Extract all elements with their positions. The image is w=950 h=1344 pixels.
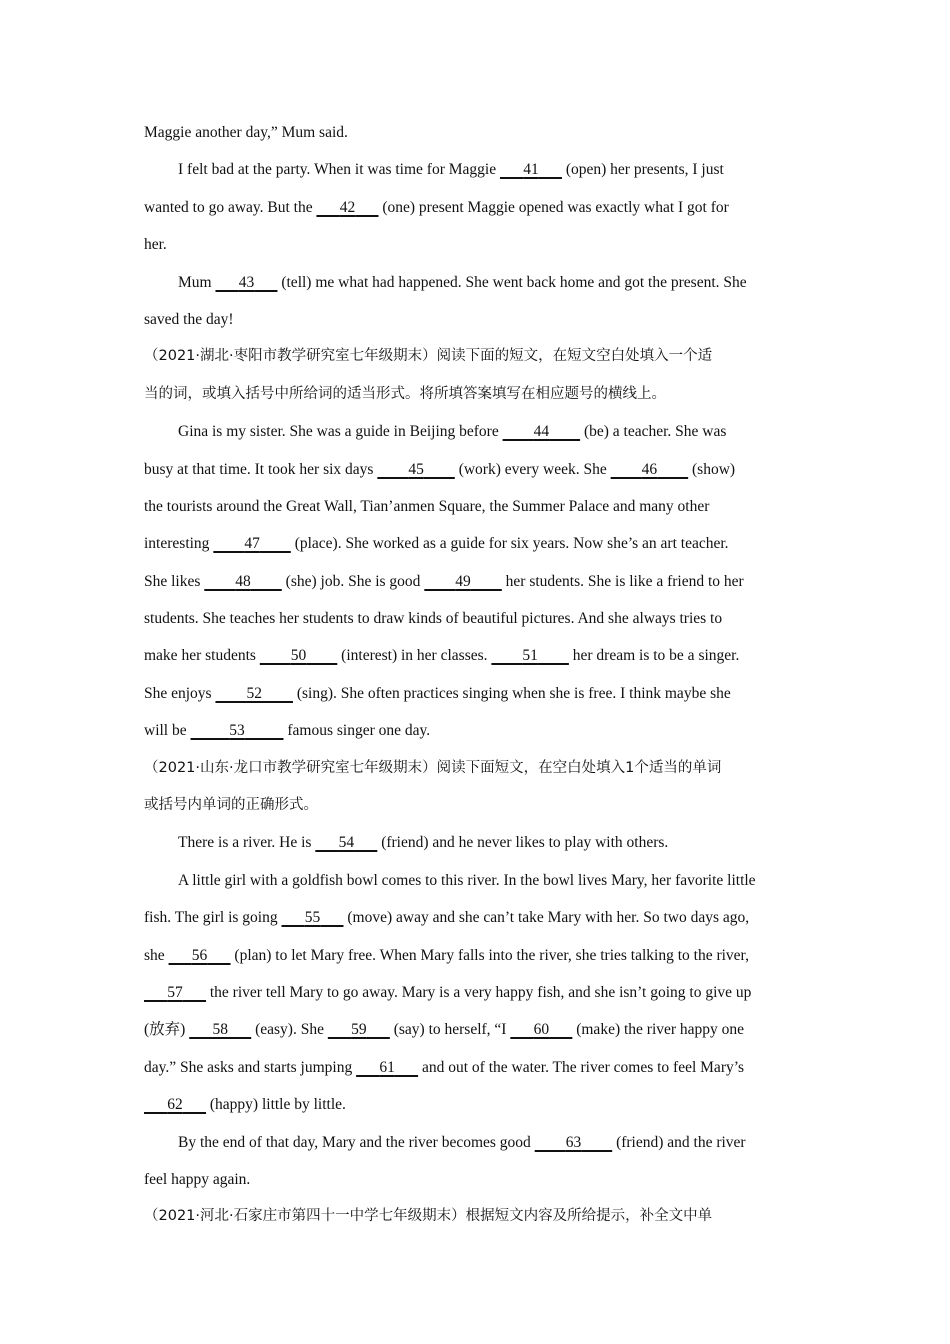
answer-blank-53 <box>191 722 284 739</box>
instruction-line <box>144 787 814 824</box>
text-segment: students. She teaches her students to draw kinds of beautiful pictures. And she always tries to <box>144 610 723 628</box>
text-line <box>144 525 814 562</box>
text-segment: saved the day! <box>144 310 234 328</box>
answer-blank-57 <box>144 984 206 1001</box>
text-segment: make her students <box>144 647 260 665</box>
answer-blank-60 <box>510 1021 572 1038</box>
answer-blank-48 <box>204 573 282 590</box>
text-line <box>144 264 814 301</box>
text-line <box>144 226 814 263</box>
answer-blank-43 <box>215 274 277 291</box>
blank-number: 55 <box>304 909 321 927</box>
text-segment: (she) job. She is good <box>281 572 425 590</box>
text-line <box>144 413 814 450</box>
text-segment: her dream is to be a singer. <box>568 647 740 665</box>
blank-number: 43 <box>238 273 255 291</box>
answer-blank-54 <box>315 834 377 851</box>
answer-blank-49 <box>424 573 502 590</box>
text-line <box>144 114 814 151</box>
text-segment: (sing). She often practices singing when she is free. I think maybe she <box>292 684 731 702</box>
blank-number: 53 <box>229 722 245 740</box>
text-segment: and out of the water. The river comes to feel Mary’s <box>418 1058 745 1076</box>
blank-number: 47 <box>244 535 260 553</box>
text-segment: There is a river. He is <box>178 834 316 852</box>
blank-number: 56 <box>191 946 208 964</box>
text-line <box>144 151 814 188</box>
text-segment: (work) every week. She <box>454 460 611 478</box>
answer-blank-59 <box>328 1021 390 1038</box>
answer-blank-56 <box>169 947 231 964</box>
blank-number: 59 <box>351 1021 367 1039</box>
blank-number: 54 <box>338 834 355 852</box>
instruction-line <box>144 750 814 787</box>
text-segment: （2021·河北·石家庄市第四十一中学七年级期末）根据短文内容及所给提示，补全文中单 <box>144 1208 713 1225</box>
text-line <box>144 862 814 899</box>
text-segment: will be <box>144 722 191 740</box>
text-segment: Gina is my sister. She was a guide in Beijing before <box>178 423 503 441</box>
text-segment: (place). She worked as a guide for six years. Now she’s an art teacher. <box>290 535 729 553</box>
text-segment: busy at that time. It took her six days <box>144 460 378 478</box>
answer-blank-41 <box>500 161 562 178</box>
blank-number: 50 <box>290 647 307 665</box>
instruction-line <box>144 376 814 413</box>
text-segment: She likes <box>144 572 205 590</box>
text-segment: she <box>144 946 169 964</box>
text-segment: the river tell Mary to go away. Mary is a very happy fish, and she isn’t going to give up <box>206 983 752 1001</box>
blank-number: 57 <box>167 983 183 1001</box>
instruction-line <box>144 338 814 375</box>
blank-number: 41 <box>523 161 539 179</box>
blank-number: 58 <box>212 1021 228 1039</box>
text-segment: wanted to go away. But the <box>144 198 317 216</box>
answer-blank-50 <box>260 647 338 664</box>
text-segment: interesting <box>144 535 214 553</box>
answer-blank-42 <box>316 199 378 216</box>
answer-blank-63 <box>535 1134 613 1151</box>
blank-number: 62 <box>167 1096 183 1114</box>
text-line <box>144 937 814 974</box>
blank-number: 51 <box>522 647 538 665</box>
text-line <box>144 675 814 712</box>
text-segment: (plan) to let Mary free. When Mary falls into the river, she tries talking to the river, <box>230 946 749 964</box>
text-segment: (interest) in her classes. <box>337 647 492 665</box>
text-segment: (tell) me what had happened. She went back home and got the present. She <box>277 273 747 291</box>
text-line <box>144 563 814 600</box>
answer-blank-52 <box>215 685 293 702</box>
text-segment: (friend) and he never likes to play with others. <box>377 834 669 852</box>
text-segment: (say) to herself, “I <box>389 1021 511 1039</box>
answer-blank-62 <box>144 1096 206 1113</box>
text-segment: (show) <box>688 460 736 478</box>
blank-number: 63 <box>565 1133 582 1151</box>
text-line <box>144 1086 814 1123</box>
text-line <box>144 1049 814 1086</box>
text-segment: (friend) and the river <box>612 1133 746 1151</box>
blank-number: 44 <box>533 423 550 441</box>
answer-blank-47 <box>213 535 291 552</box>
answer-blank-51 <box>491 647 569 664</box>
text-line <box>144 974 814 1011</box>
text-line <box>144 899 814 936</box>
text-segment: Maggie another day,” Mum said. <box>144 124 348 141</box>
text-segment: 当的词，或填入括号中所给词的适当形式。将所填答案填写在相应题号的横线上。 <box>144 385 666 402</box>
answer-blank-55 <box>282 909 344 926</box>
text-segment: (happy) little by little. <box>206 1096 346 1114</box>
text-segment: her students. She is like a friend to her <box>501 572 744 590</box>
document-page <box>144 114 814 1236</box>
text-segment: fish. The girl is going <box>144 909 282 927</box>
blank-number: 61 <box>379 1058 395 1076</box>
text-segment: She enjoys <box>144 684 216 702</box>
text-line <box>144 637 814 674</box>
blank-number: 48 <box>235 572 251 590</box>
text-line <box>144 488 814 525</box>
text-line <box>144 824 814 861</box>
answer-blank-45 <box>377 461 455 478</box>
blank-number: 49 <box>455 572 471 590</box>
text-segment: Mum <box>178 273 216 291</box>
text-segment: A little girl with a goldfish bowl comes to this river. In the bowl lives Mary, her favorite little <box>178 871 756 889</box>
text-segment: (easy). She <box>251 1021 328 1039</box>
text-segment: I felt bad at the party. When it was time for Maggie <box>178 161 500 179</box>
text-segment: (one) present Maggie opened was exactly what I got for <box>378 198 729 216</box>
blank-number: 60 <box>533 1021 550 1039</box>
text-line <box>144 451 814 488</box>
text-segment: (open) her presents, I just <box>561 161 724 179</box>
text-line <box>144 189 814 226</box>
text-segment: (be) a teacher. She was <box>580 423 727 441</box>
text-segment: her. <box>144 236 167 254</box>
text-segment: （2021·湖北·枣阳市教学研究室七年级期末）阅读下面的短文，在短文空白处填入一个适 <box>144 348 713 365</box>
text-line <box>144 1161 814 1198</box>
text-segment: (放弃) <box>144 1021 190 1039</box>
text-segment: famous singer one day. <box>283 722 431 740</box>
text-segment: (move) away and she can’t take Mary with her. So two days ago, <box>343 909 750 927</box>
answer-blank-44 <box>503 423 581 440</box>
text-line <box>144 712 814 749</box>
text-segment: By the end of that day, Mary and the river becomes good <box>178 1133 535 1151</box>
text-line <box>144 301 814 338</box>
text-segment: feel happy again. <box>144 1170 251 1188</box>
text-segment: day.” She asks and starts jumping <box>144 1058 357 1076</box>
blank-number: 52 <box>246 684 262 702</box>
answer-blank-58 <box>189 1021 251 1038</box>
text-line <box>144 600 814 637</box>
blank-number: 45 <box>408 460 424 478</box>
text-segment: （2021·山东·龙口市教学研究室七年级期末）阅读下面短文，在空白处填入1个适当的单词 <box>144 759 722 776</box>
instruction-line <box>144 1198 814 1235</box>
text-segment: 或括号内单词的正确形式。 <box>144 797 318 814</box>
text-segment: the tourists around the Great Wall, Tian’anmen Square, the Summer Palace and many other <box>144 497 710 515</box>
text-line <box>144 1011 814 1048</box>
blank-number: 46 <box>641 460 658 478</box>
answer-blank-46 <box>611 461 689 478</box>
text-line <box>144 1124 814 1161</box>
answer-blank-61 <box>356 1059 418 1076</box>
blank-number: 42 <box>339 198 356 216</box>
text-segment: (make) the river happy one <box>572 1021 745 1039</box>
